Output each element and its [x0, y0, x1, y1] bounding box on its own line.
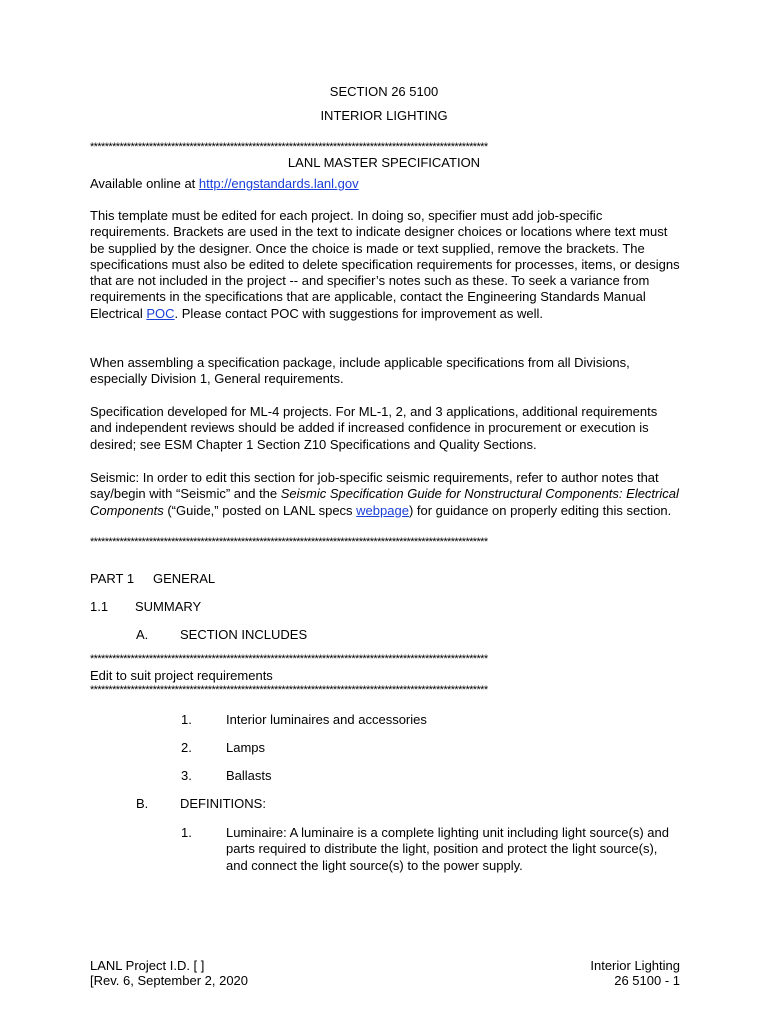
- edit-note: Edit to suit project requirements: [90, 668, 273, 683]
- definition-item-number: 1.: [181, 825, 192, 840]
- definition-luminaire: Luminaire: A luminaire is a complete lighting unit including light source(s) and parts required to distribute the light, position and protect the light source(s), and connect the light source(s) to the power supply.: [226, 825, 669, 873]
- separator-stars: ************************************************************************************************************: [90, 141, 488, 153]
- list-item: Interior luminaires and accessories: [226, 712, 427, 727]
- footer-revision: [Rev. 6, September 2, 2020: [90, 973, 249, 988]
- available-online-label: Available online at: [90, 176, 199, 191]
- section-number: SECTION 26 5100: [329, 84, 439, 99]
- footer-page-number: 26 5100 - 1: [614, 973, 680, 988]
- template-paragraph: [90, 208, 680, 322]
- footer-project-id: LANL Project I.D. [ ]: [90, 958, 205, 973]
- seismic-guide-title: Seismic Specification Guide for Nonstructural Components: Electrical Components: [90, 486, 679, 518]
- seismic-text-b: (“Guide,” posted on LANL specs: [163, 502, 357, 518]
- part1-number: PART 1: [90, 571, 135, 586]
- list-item: Ballasts: [226, 768, 272, 783]
- summary-number: 1.1: [90, 599, 109, 614]
- definitions-letter: B.: [136, 796, 149, 811]
- assembling-paragraph: When assembling a specification package, include applicable specifications from all Divisions, especially Division 1, General requirements.: [90, 355, 630, 387]
- separator-stars: ************************************************************************************************************: [90, 536, 488, 548]
- list-item-number: 3.: [181, 768, 192, 783]
- template-text-end: . Please contact POC with suggestions for improvement as well.: [174, 305, 544, 321]
- section-includes-title: SECTION INCLUDES: [180, 627, 308, 642]
- definitions-title: DEFINITIONS:: [180, 796, 266, 811]
- poc-link[interactable]: POC: [146, 305, 175, 321]
- list-item: Lamps: [226, 740, 266, 755]
- ml4-paragraph: Specification developed for ML-4 projects. For ML-1, 2, and 3 applications, additional requirements and independent reviews should be added if increased confidence in procurement or execution is desired; see ESM Chapter 1 Section Z10 Specifications and Quality Sections.: [90, 404, 658, 452]
- footer-section-title: Interior Lighting: [590, 958, 680, 973]
- webpage-link[interactable]: webpage: [356, 502, 409, 518]
- separator-stars: ************************************************************************************************************: [90, 684, 488, 696]
- template-text: This template must be edited for each project. In doing so, specifier must add job-specific requirements. Brackets are used in the text to indicate designer choices or locations where text must be supplied by the designer. Once the choice is made or text supplied, remove the brackets. The specifications must also be edited to delete specification requirements for processes, items, or designs that are not included in the project -- and specifier’s notes such as these. To seek a variance from requirements in the specifications that are applicable, contact the Engineering Standards Manual Electrical: [90, 208, 680, 321]
- part1-title: GENERAL: [153, 571, 216, 586]
- master-spec-heading: LANL MASTER SPECIFICATION: [287, 155, 481, 170]
- seismic-text-a: Seismic: In order to edit this section for job-specific seismic requirements, refer to author notes that say/begin with “Seismic” and the: [90, 470, 659, 502]
- seismic-paragraph: [90, 470, 680, 519]
- engstandards-link[interactable]: http://engstandards.lanl.gov: [198, 176, 359, 191]
- section-includes-letter: A.: [136, 627, 149, 642]
- section-title: INTERIOR LIGHTING: [320, 108, 448, 123]
- list-item-number: 1.: [181, 712, 192, 727]
- seismic-text-c: ) for guidance on properly editing this section.: [408, 502, 672, 518]
- separator-stars: ************************************************************************************************************: [90, 653, 488, 665]
- list-item-number: 2.: [181, 740, 192, 755]
- summary-title: SUMMARY: [135, 599, 202, 614]
- available-online-line: [90, 176, 359, 192]
